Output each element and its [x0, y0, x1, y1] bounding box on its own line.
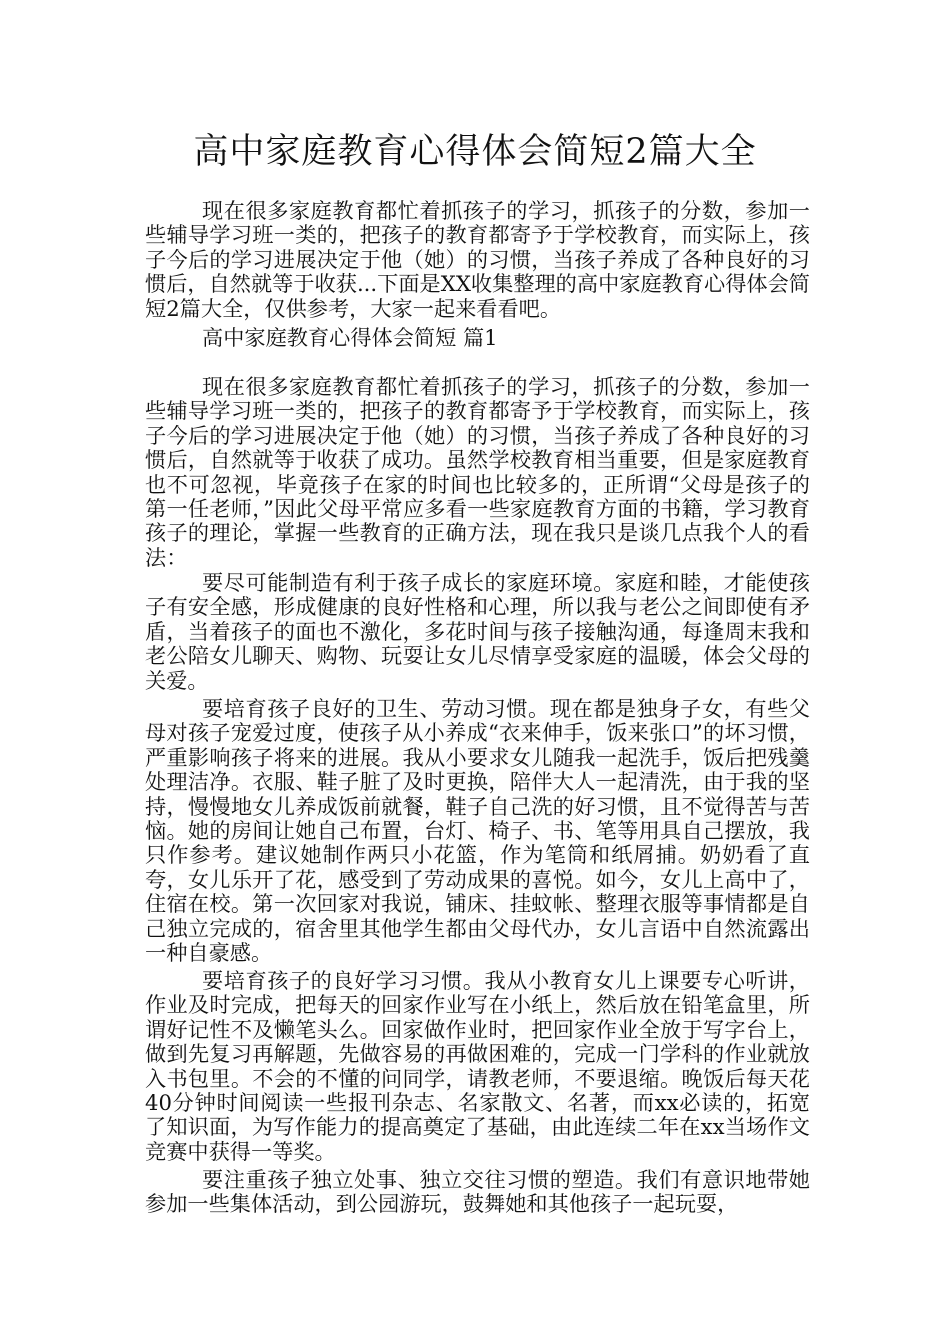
body-paragraph: 现在很多家庭教育都忙着抓孩子的学习，抓孩子的分数，参加一些辅导学习班一类的，把孩子的教育都寄予于学校教育，而实际上，孩子今后的学习进展决定于他（她）的习惯，当孩子养成了各种良好的习惯后，自然就等于收获了成功。虽然学校教育相当重要，但是家庭教育也不可忽视，毕竟孩子在家的时间也比较多的，正所谓“父母是孩子的第一任老师，”因此父母平常应多看一些家庭教育方面的书籍，学习教育孩子的理论，掌握一些教育的正确方法，现在我只是谈几点我个人的看法：	[145, 374, 810, 570]
body-paragraph: 要注重孩子独立处事、独立交往习惯的塑造。我们有意识地带她参加一些集体活动，到公园游玩，鼓舞她和其他孩子一起玩耍，	[145, 1167, 810, 1217]
body-paragraph: 要培育孩子的良好学习习惯。我从小教育女儿上课要专心听讲，作业及时完成，把每天的回家作业写在小纸上，然后放在铅笔盒里，所谓好记性不及懒笔头么。回家做作业时，把回家作业全放于写字台上，做到先复习再解题，先做容易的再做困难的，完成一门学科的作业就放入书包里。不会的不懂的问同学，请教老师，不要退缩。晚饭后每天花40分钟时间阅读一些报刊杂志、名家散文、名著，而xx必读的，拓宽了知识面，为写作能力的提高奠定了基础，由此连续二年在xx当场作文竞赛中获得一等奖。	[145, 968, 810, 1164]
intro-paragraph: 现在很多家庭教育都忙着抓孩子的学习，抓孩子的分数，参加一些辅导学习班一类的，把孩子的教育都寄予于学校教育，而实际上，孩子今后的学习进展决定于他（她）的习惯，当孩子养成了各种良好的习惯后，自然就等于收获...下面是XX收集整理的高中家庭教育心得体会简短2篇大全，仅供参考，大家一起来看看吧。	[145, 198, 810, 321]
document-title: 高中家庭教育心得体会简短2篇大全	[193, 132, 757, 172]
section-heading: 高中家庭教育心得体会简短 篇1	[202, 325, 498, 350]
body-paragraph: 要培育孩子良好的卫生、劳动习惯。现在都是独身子女，有些父母对孩子宠爱过度，使孩子从小养成“衣来伸手，饭来张口”的坏习惯，严重影响孩子将来的进展。我从小要求女儿随我一起洗手，饭后把残羹处理洁净。衣服、鞋子脏了及时更换，陪伴大人一起清洗，由于我的坚持，慢慢地女儿养成饭前就餐，鞋子自己洗的好习惯，且不觉得苦与苦恼。她的房间让她自己布置，台灯、椅子、书、笔等用具自己摆放，我只作参考。建议她制作两只小花篮，作为笔筒和纸屑捕。奶奶看了直夸，女儿乐开了花，感受到了劳动成果的喜悦。如今，女儿上高中了，住宿在校。第一次回家对我说，铺床、挂蚊帐、整理衣服等事情都是自己独立完成的，宿舍里其他学生都由父母代办，女儿言语中自然流露出一种自豪感。	[145, 696, 810, 966]
body-paragraph: 要尽可能制造有利于孩子成长的家庭环境。家庭和睦，才能使孩子有安全感，形成健康的良好性格和心理，所以我与老公之间即使有矛盾，当着孩子的面也不激化，多花时间与孩子接触沟通，每逢周末我和老公陪女儿聊天、购物、玩耍让女儿尽情享受家庭的温暖，体会父母的关爱。	[145, 570, 810, 693]
